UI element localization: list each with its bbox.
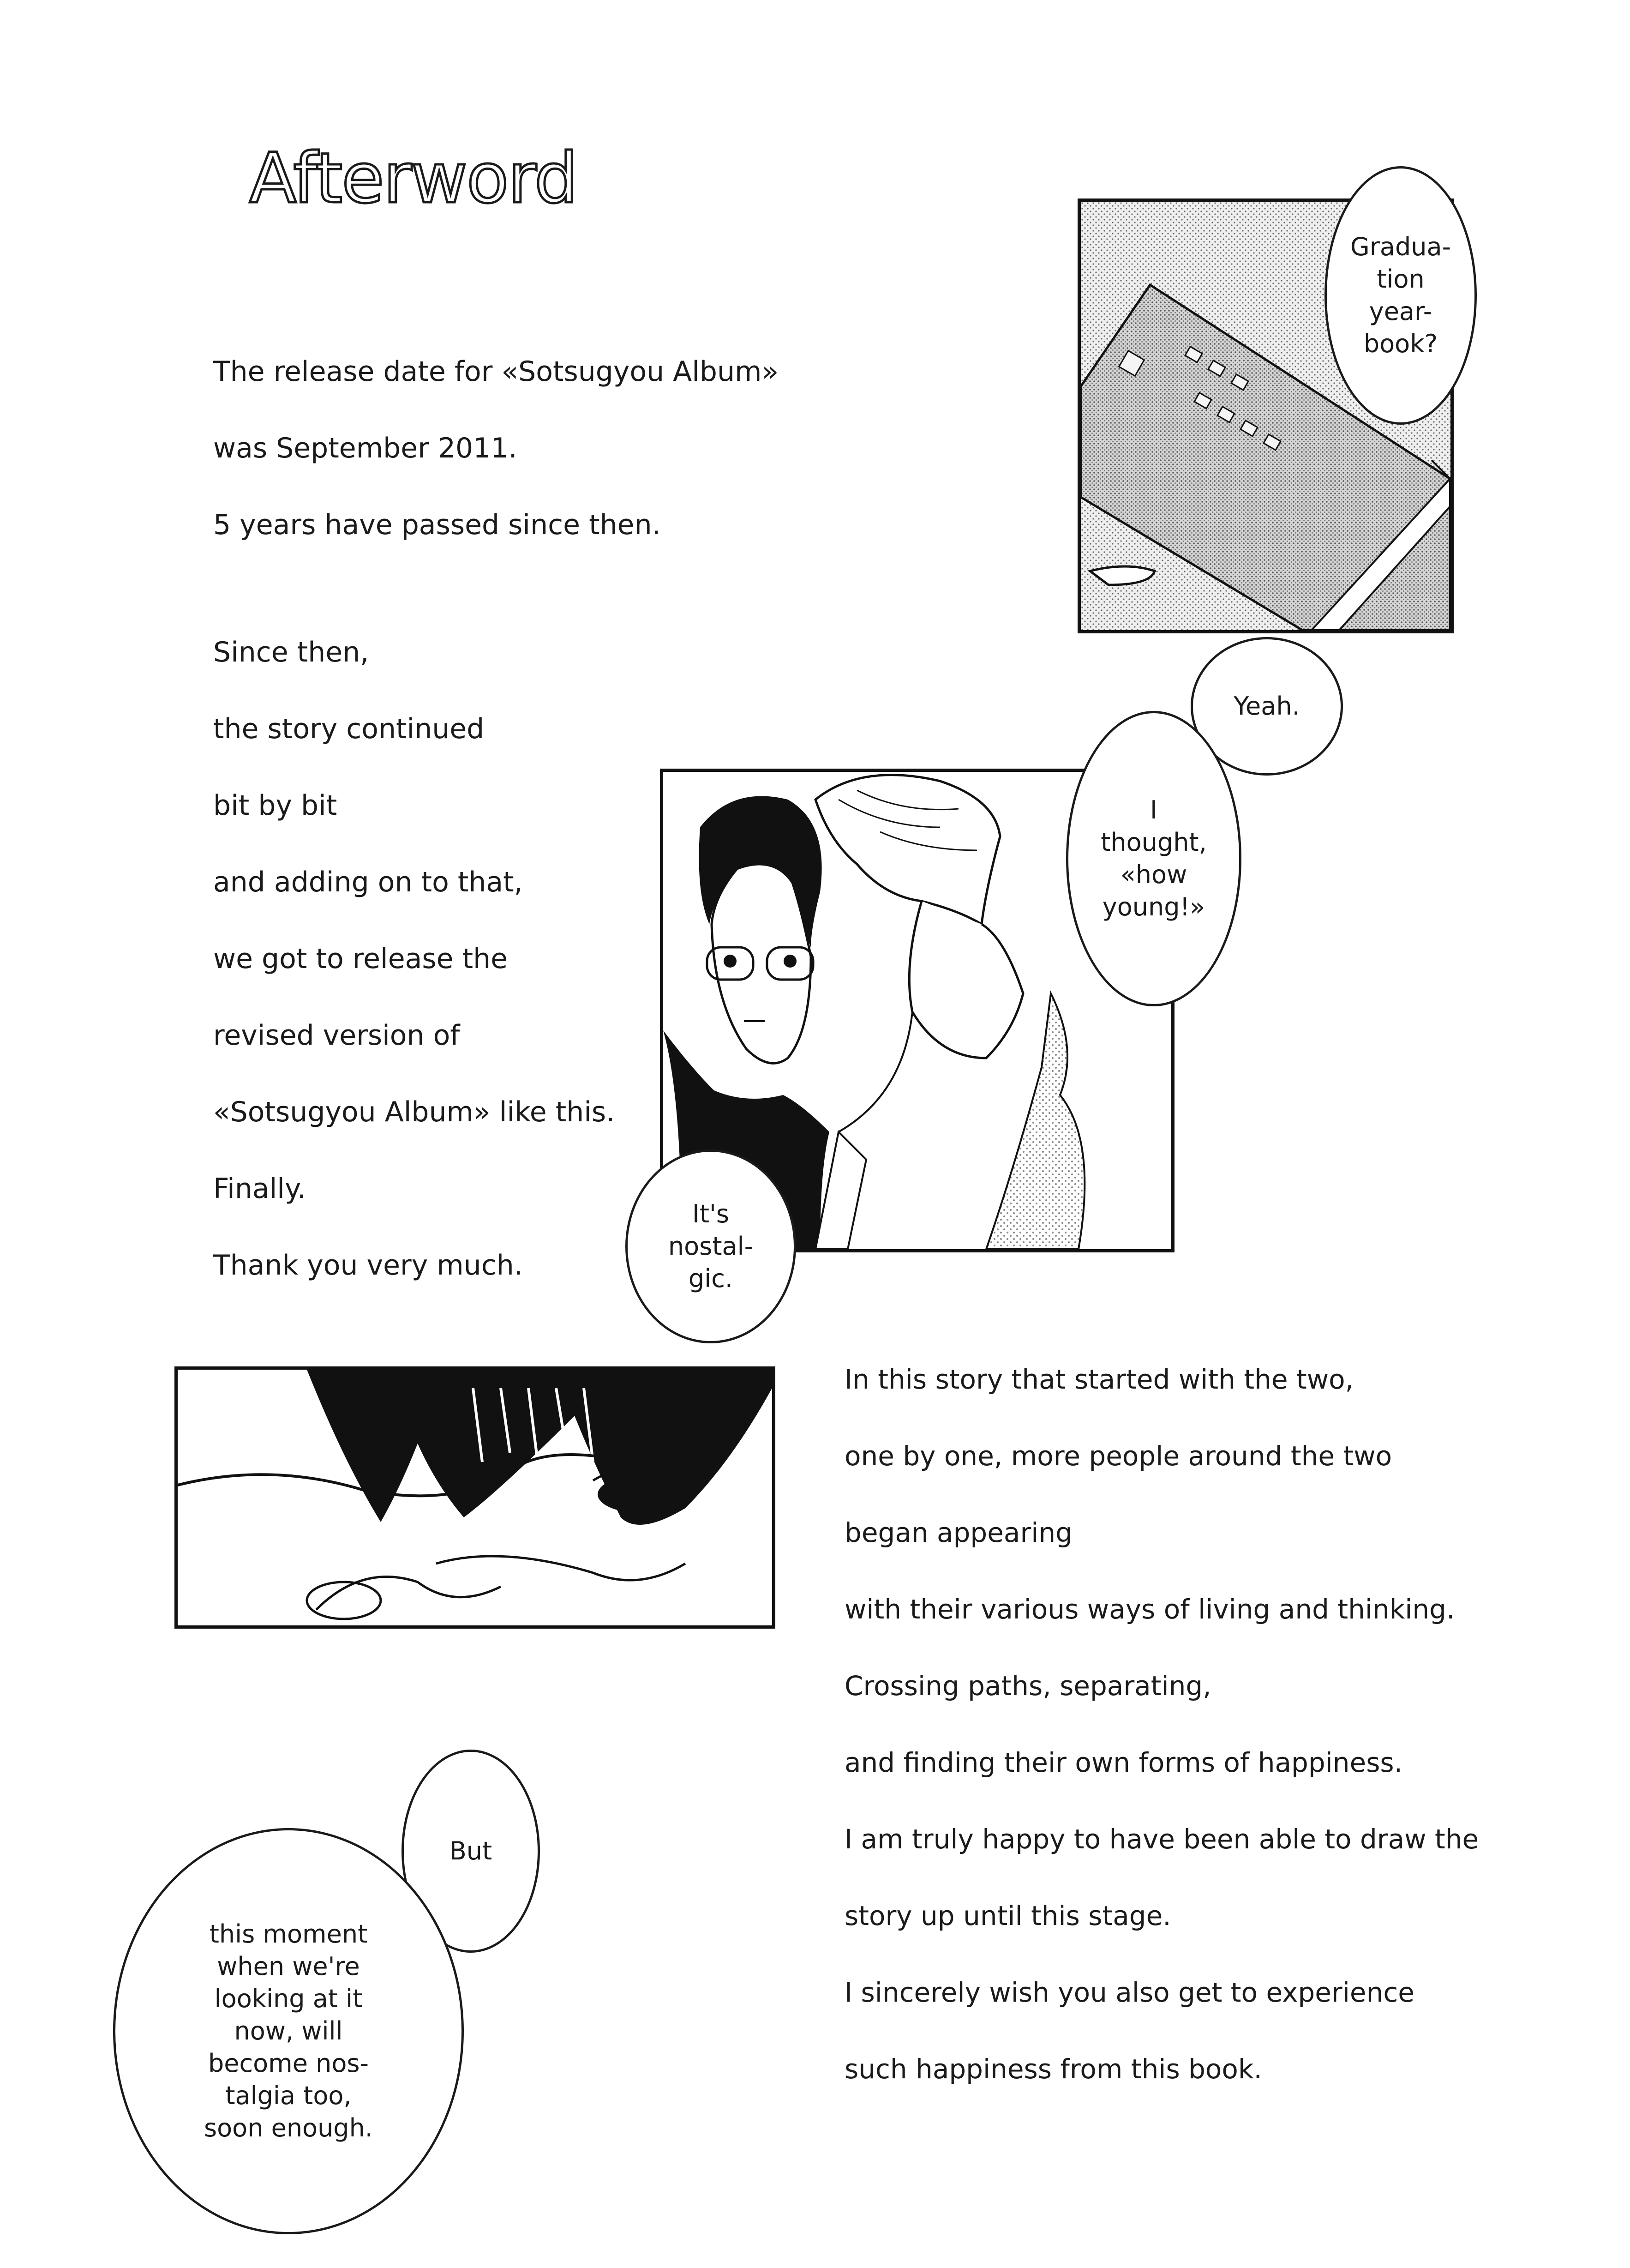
- text-line: one by one, more people around the two: [845, 1440, 1392, 1472]
- text-line: The release date for «Sotsugyou Album»: [213, 355, 779, 388]
- text-line: revised version of: [213, 1019, 460, 1052]
- closeup-illustration: [178, 1370, 772, 1625]
- right-paragraph: [845, 1341, 1479, 2107]
- text-line: and finding their own forms of happiness.: [845, 1747, 1403, 1778]
- text-line: began appearing: [845, 1517, 1073, 1548]
- text-line: the story continued: [213, 713, 485, 745]
- text-line: «Sotsugyou Album» like this.: [213, 1096, 615, 1128]
- speech-bubble-nostalgic: It's nostal- gic.: [625, 1149, 796, 1343]
- speech-bubble-yeah: Yeah.: [1191, 637, 1343, 776]
- speech-bubble-moment: this moment when we're looking at it now, will become nos- talgia too, soon enough.: [113, 1828, 464, 2234]
- text-line: with their various ways of living and thinking.: [845, 1594, 1455, 1625]
- text-line: In this story that started with the two,: [845, 1364, 1354, 1395]
- text-line: was September 2011.: [213, 432, 517, 464]
- text-line: bit by bit: [213, 789, 337, 822]
- speech-bubble-but: But: [402, 1750, 540, 1953]
- left-paragraph-2: [213, 614, 615, 1304]
- text-line: 5 years have passed since then.: [213, 509, 661, 541]
- text-line: and adding on to that,: [213, 866, 523, 898]
- left-paragraph-1: [213, 333, 779, 563]
- text-line: Since then,: [213, 636, 369, 668]
- text-line: we got to release the: [213, 943, 508, 975]
- speech-bubble-graduation: Gradua- tion year- book?: [1324, 166, 1477, 425]
- page-title: Afterword: [249, 138, 577, 219]
- text-line: I sincerely wish you also get to experience: [845, 1977, 1414, 2008]
- text-line: Finally.: [213, 1173, 306, 1205]
- text-line: I am truly happy to have been able to draw the: [845, 1823, 1479, 1855]
- text-line: such happiness from this book.: [845, 2053, 1262, 2085]
- text-line: Thank you very much.: [213, 1249, 523, 1281]
- panel-closeup: [174, 1366, 775, 1629]
- speech-bubble-young: I thought, «how young!»: [1066, 711, 1241, 1006]
- text-line: Crossing paths, separating,: [845, 1670, 1211, 1702]
- text-line: story up until this stage.: [845, 1900, 1171, 1931]
